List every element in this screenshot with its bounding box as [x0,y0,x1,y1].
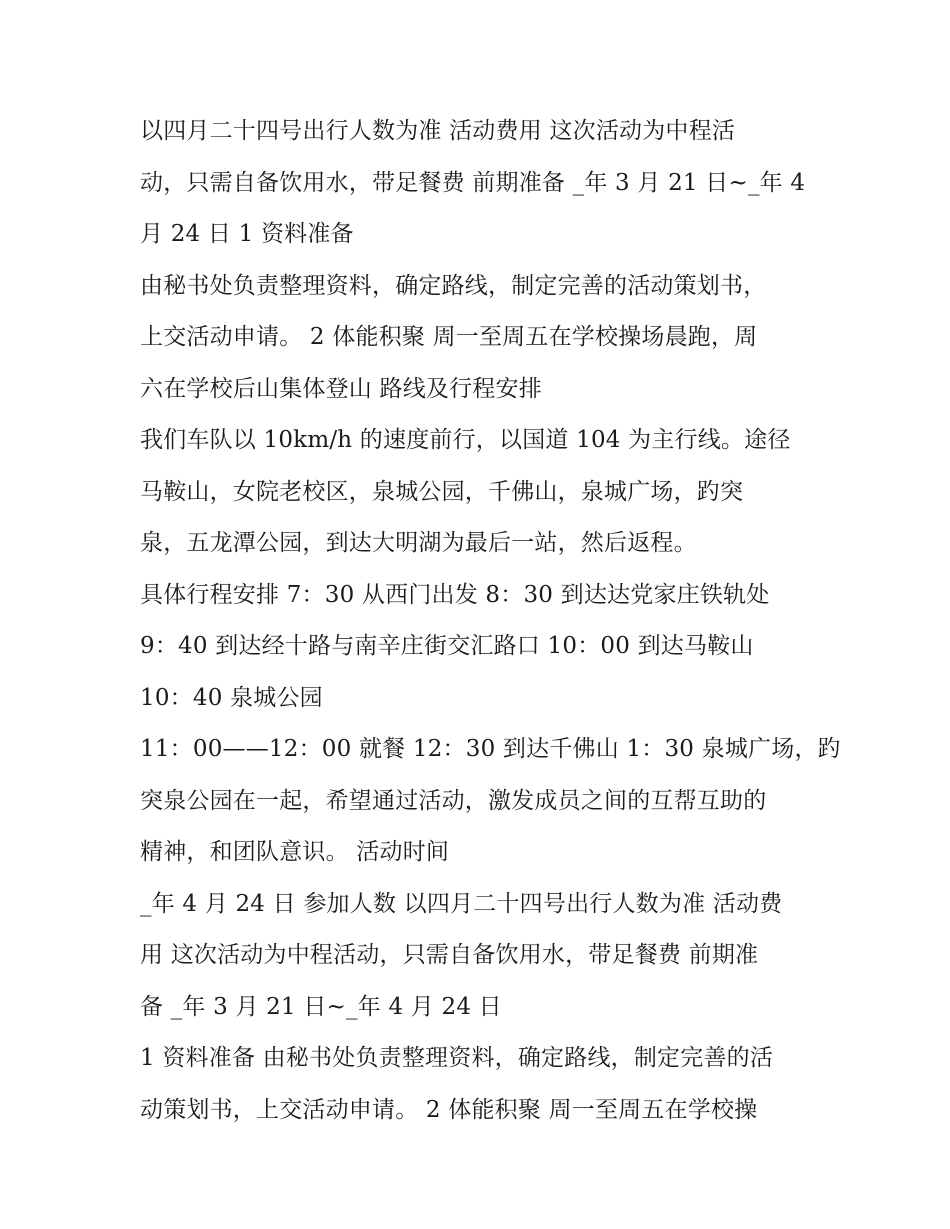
document-body [140,106,841,1136]
text-line: _年 4 月 24 日 参加人数 以四月二十四号出行人数为准 活动费 [140,890,783,917]
text-line: 10：40 泉城公园 [140,684,323,711]
text-line: 精神，和团队意识。 活动时间 [140,839,450,865]
paragraph-1 [140,106,820,261]
text-line: 马鞍山，女院老校区，泉城公园，千佛山，泉城广场，趵突 [140,478,744,505]
text-line: 备 _年 3 月 21 日~_年 4 月 24 日 [140,993,502,1020]
text-line: 月 24 日 1 资料准备 [140,221,354,247]
paragraph-3 [140,415,820,570]
text-line: 我们车队以 10km/h 的速度前行，以国道 104 为主行线。途径 [140,427,791,453]
text-line: 动，只需自备饮用水，带足餐费 前期准备 _年 3 月 21 日~_年 4 [140,169,806,196]
text-line: 具体行程安排 7：30 从西门出发 8：30 到达达党家庄铁轨处 [140,581,770,608]
text-line: 上交活动申请。 2 体能积聚 周一至周五在学校操场晨跑，周 [140,324,758,350]
text-line: 动策划书，上交活动申请。 2 体能积聚 周一至周五在学校操 [140,1096,758,1123]
text-line: 由秘书处负责整理资料，确定路线，制定完善的活动策划书， [140,272,767,299]
paragraph-4 [140,570,820,725]
paragraph-5 [140,724,841,879]
text-line: 用 这次活动为中程活动，只需自备饮用水，带足餐费 前期准 [140,942,759,968]
text-line: 泉，五龙潭公园，到达大明湖为最后一站，然后返程。 [140,530,697,556]
text-line: 突泉公园在一起，希望通过活动，激发成员之间的互帮互助的 [140,787,767,814]
text-line: 以四月二十四号出行人数为准 活动费用 这次活动为中程活 [140,118,736,144]
text-line: 六在学校后山集体登山 路线及行程安排 [140,375,542,402]
text-line: 9：40 到达经十路与南辛庄街交汇路口 10：00 到达马鞍山 [140,633,754,659]
paragraph-2 [140,261,820,416]
text-line: 1 资料准备 由秘书处负责整理资料，确定路线，制定完善的活 [140,1045,774,1071]
text-line: 11：00——12：00 就餐 12：30 到达千佛山 1：30 泉城广场，趵 [140,736,841,762]
paragraph-6 [140,879,820,1034]
paragraph-7 [140,1033,820,1136]
